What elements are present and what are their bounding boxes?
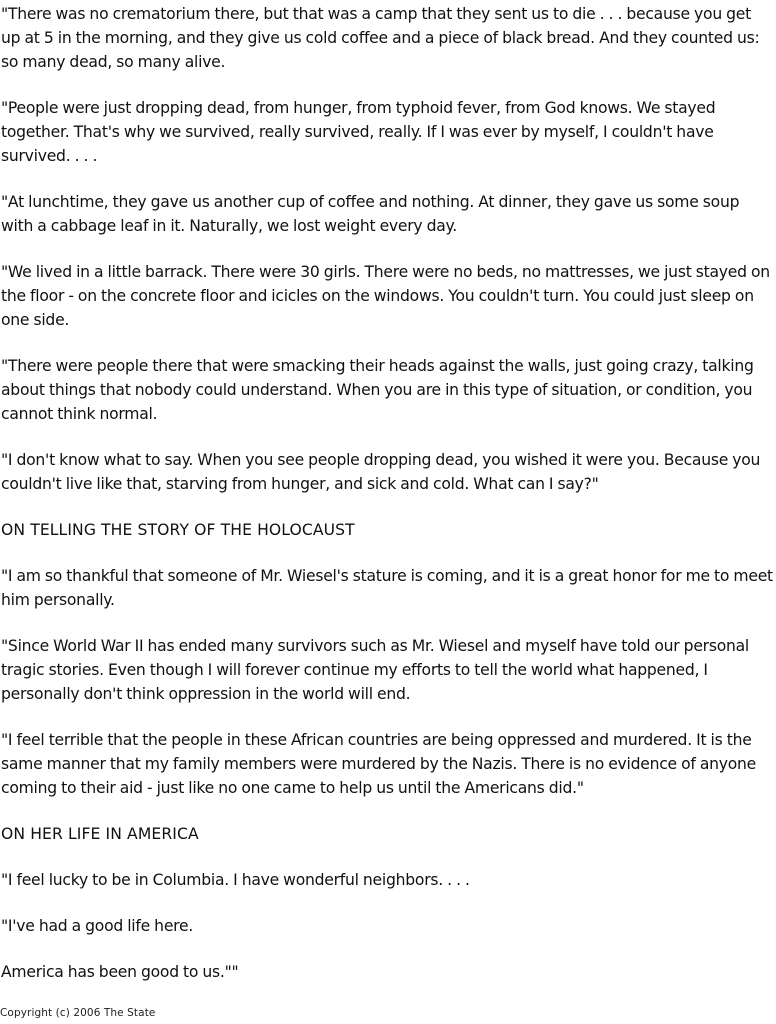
paragraph-african-countries: "I feel terrible that the people in these African countries are being oppressed and murdered. It is the same manner that my family members were murdered by the Nazis. There is no evidence of anyone coming to their aid - just like no one came to help us until the Americans did."	[1, 731, 757, 797]
paragraph-going-crazy: "There were people there that were smacking their heads against the walls, just going crazy, talking about things that nobody could understand. When you are in this type of situation, or condition, you cannot think normal.	[1, 357, 754, 423]
paragraph-barrack: "We lived in a little barrack. There were 30 girls. There were no beds, no mattresses, we just stayed on the floor - on the concrete floor and icicles on the windows. You couldn't turn. You could just sleep on one side.	[1, 263, 770, 329]
paragraph-america-good: America has been good to us.""	[1, 963, 239, 981]
paragraph-dropping-dead: "People were just dropping dead, from hunger, from typhoid fever, from God knows. We stayed together. That's why we survived, really survived, really. If I was ever by myself, I couldn't have survived. . . .	[1, 99, 716, 165]
paragraph-thankful: "I am so thankful that someone of Mr. Wiesel's stature is coming, and it is a great honor for me to meet him personally.	[1, 567, 773, 609]
article-body	[1, 2, 773, 1006]
paragraph-crematorium: "There was no crematorium there, but that was a camp that they sent us to die . . . because you get up at 5 in the morning, and they give us cold coffee and a piece of black bread. And they counted us: so many dead, so many alive.	[1, 5, 760, 71]
paragraph-columbia: "I feel lucky to be in Columbia. I have wonderful neighbors. . . .	[1, 871, 470, 889]
paragraph-lunchtime: "At lunchtime, they gave us another cup of coffee and nothing. At dinner, they gave us some soup with a cabbage leaf in it. Naturally, we lost weight every day.	[1, 193, 740, 235]
paragraph-since-ww2: "Since World War II has ended many survivors such as Mr. Wiesel and myself have told our personal tragic stories. Even though I will forever continue my efforts to tell the world what happened, I personally don't think oppression in the world will end.	[1, 637, 750, 703]
section-heading-life-in-america: ON HER LIFE IN AMERICA	[1, 825, 199, 843]
section-heading-telling-story: ON TELLING THE STORY OF THE HOLOCAUST	[1, 521, 355, 539]
copyright-notice: Copyright (c) 2006 The State	[0, 1007, 156, 1019]
paragraph-good-life: "I've had a good life here.	[1, 917, 194, 935]
paragraph-what-to-say: "I don't know what to say. When you see people dropping dead, you wished it were you. Because you couldn't live like that, starving from hunger, and sick and cold. What can I say?"	[1, 451, 761, 493]
